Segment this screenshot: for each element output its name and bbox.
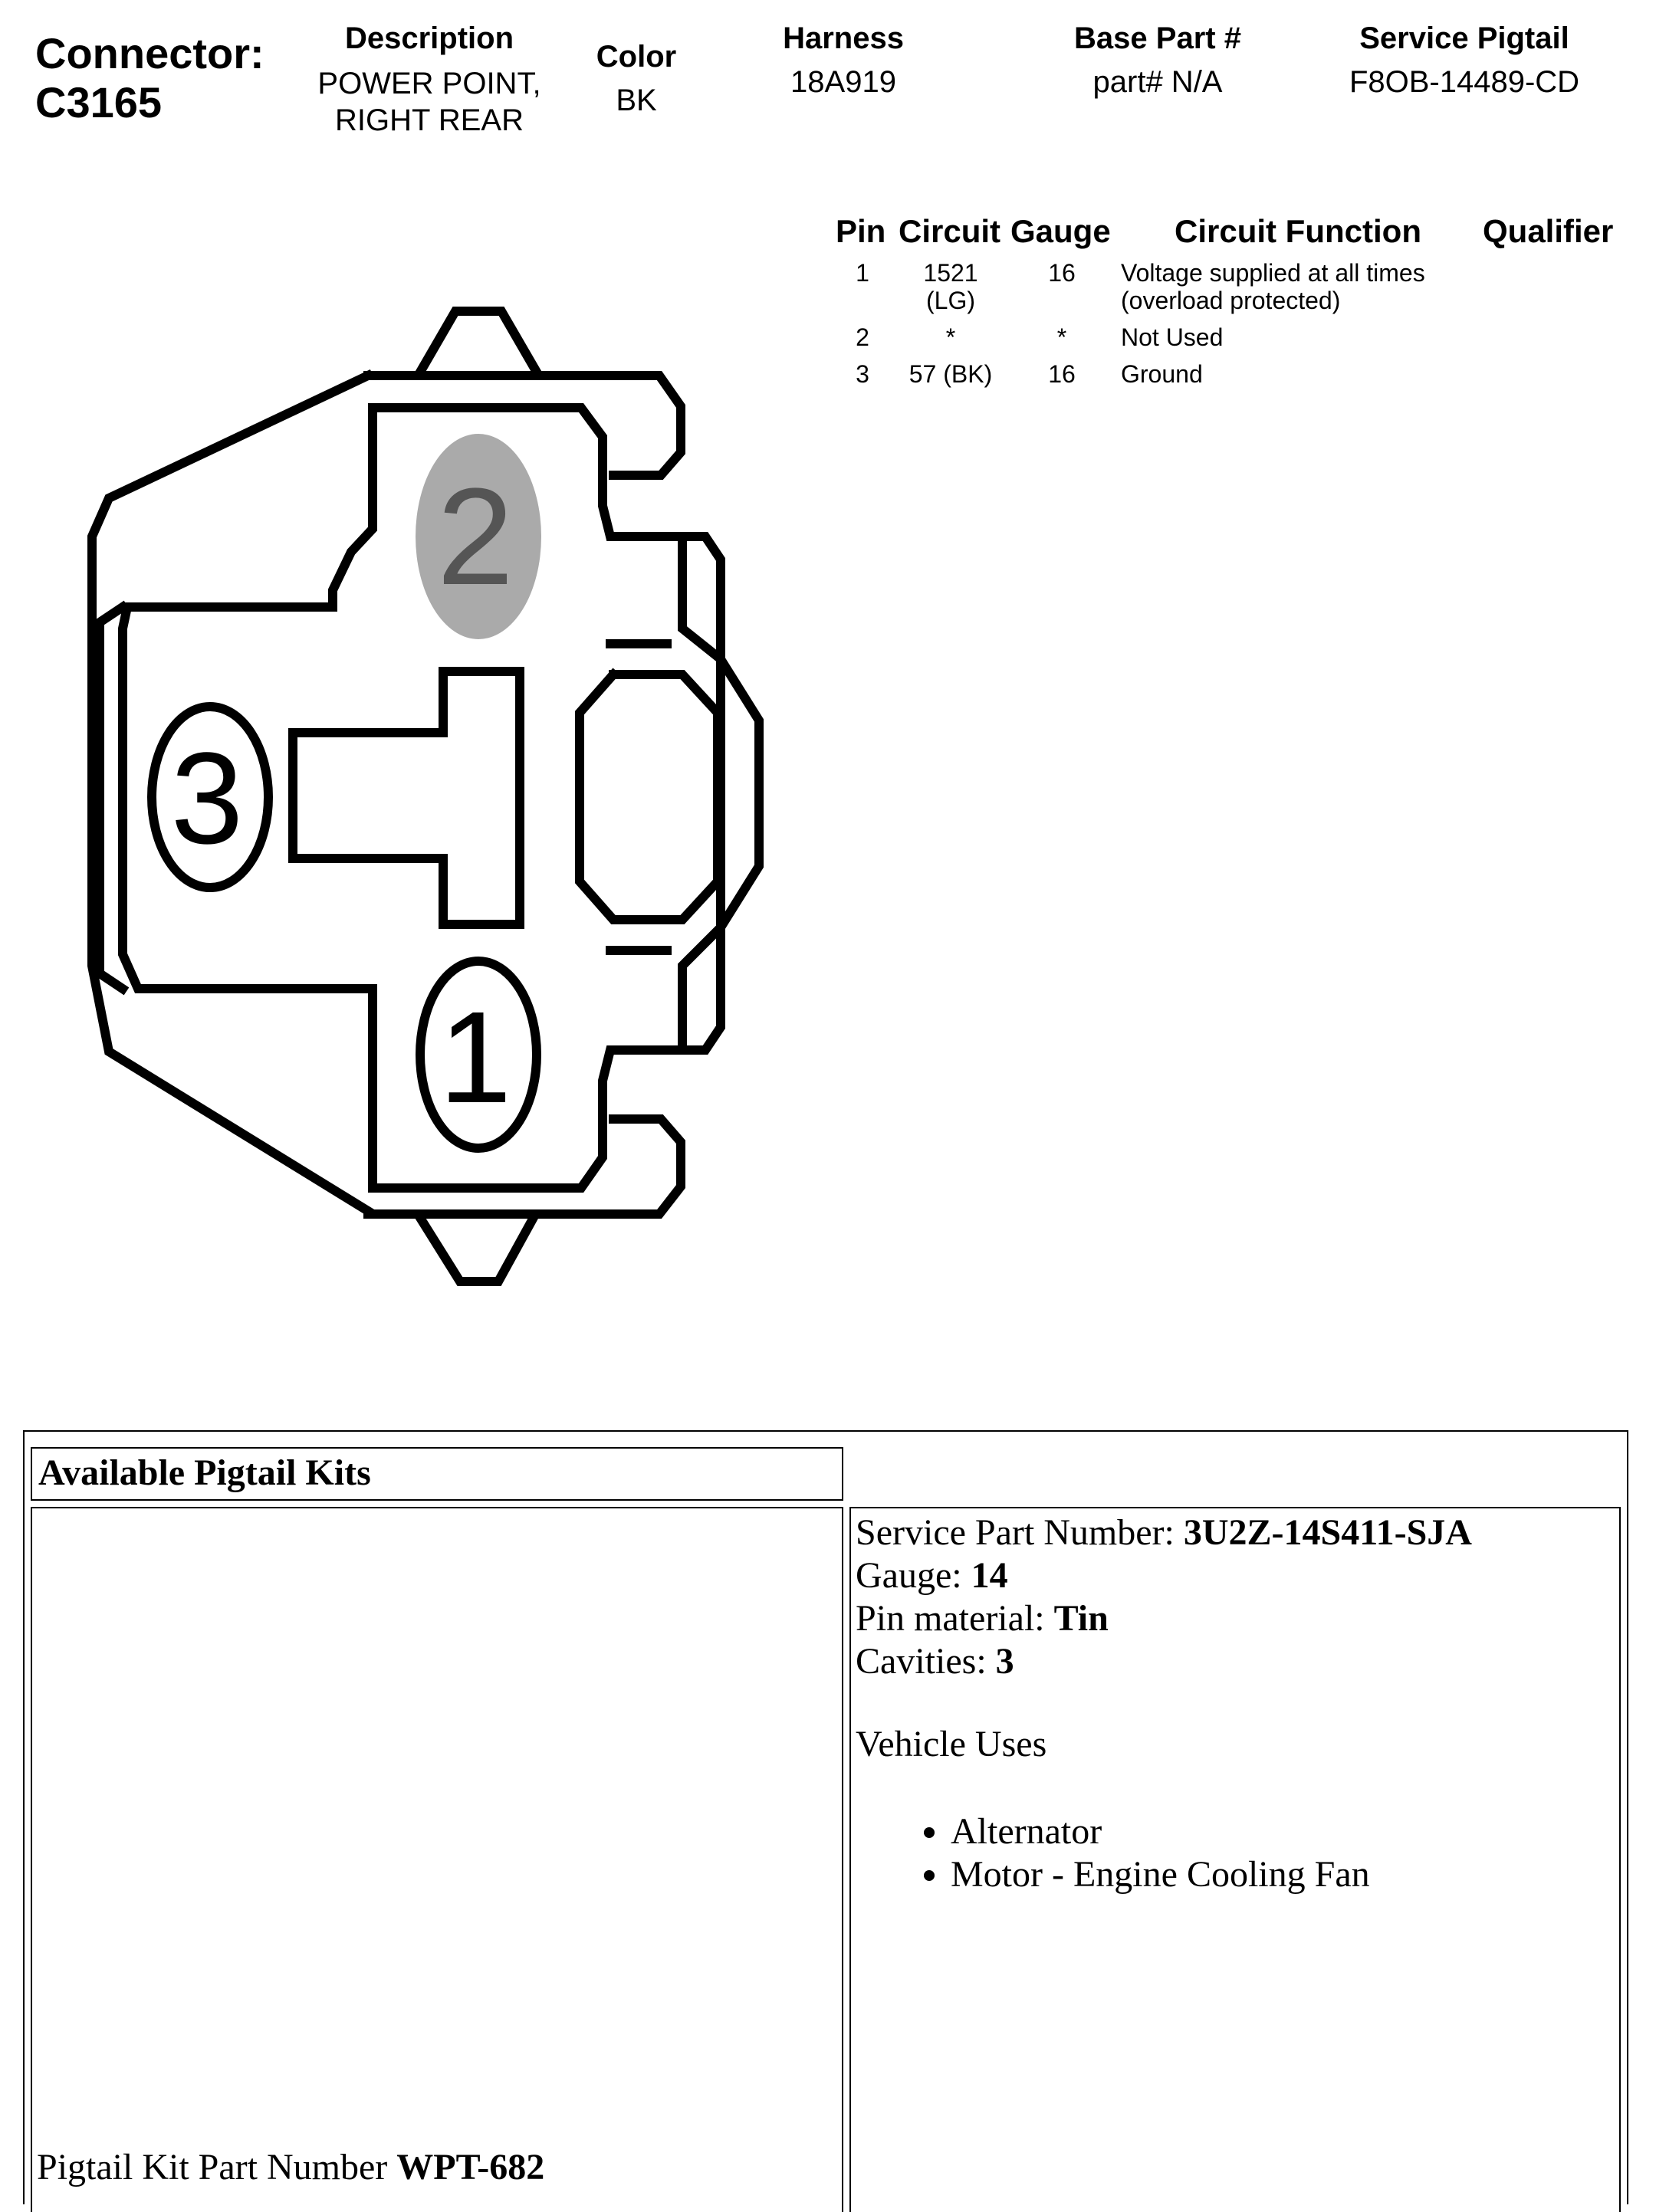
harness-label: Harness	[783, 21, 904, 55]
row1-function	[1121, 259, 1425, 314]
row1-function-line1: Voltage supplied at all times	[1121, 259, 1425, 287]
row2-circuit: *	[945, 323, 956, 351]
service-part-value: 3U2Z-14S411-SJA	[1183, 1512, 1472, 1553]
col-header-circuit: Circuit	[899, 213, 1001, 249]
gauge-label: Gauge:	[856, 1555, 971, 1596]
outer-housing-top-edge	[368, 376, 681, 475]
right-center-block	[580, 674, 718, 920]
pin-2-label: 2	[436, 460, 514, 614]
base-part-label: Base Part #	[1074, 21, 1241, 55]
description-value-line2: RIGHT REAR	[335, 103, 524, 137]
gauge-line	[856, 1554, 1615, 1597]
harness-value: 18A919	[790, 65, 896, 99]
base-part-value: part# N/A	[1092, 65, 1223, 99]
connector-face-diagram	[0, 0, 843, 1318]
pigtail-kit-cell	[31, 1507, 843, 2212]
kit-part-number	[37, 2146, 544, 2189]
color-label: Color	[596, 40, 677, 74]
row2-pin: 2	[856, 323, 869, 351]
col-header-qualifier: Qualifier	[1483, 213, 1614, 249]
col-header-pin: Pin	[836, 213, 886, 249]
row3-pin: 3	[856, 360, 869, 388]
row3-gauge: 16	[1048, 360, 1076, 388]
vehicle-uses-list	[856, 1810, 1615, 1896]
row1-circuit-line2: (LG)	[926, 287, 975, 314]
pin-material-value: Tin	[1053, 1598, 1109, 1639]
pigtail-heading-cell	[31, 1447, 843, 1501]
row1-gauge: 16	[1048, 259, 1076, 287]
kit-part-value: WPT-682	[396, 2147, 545, 2187]
list-item: • Alternator	[951, 1810, 1615, 1853]
pin-3-label: 3	[170, 726, 244, 871]
inner-frame-left	[123, 408, 373, 989]
row2-gauge: *	[1056, 323, 1067, 351]
pigtail-details-cell	[849, 1507, 1621, 2212]
cavities-label: Cavities:	[856, 1641, 996, 1682]
base-part-column	[1027, 21, 1288, 100]
row1-pin: 1	[856, 259, 869, 287]
center-key	[293, 671, 520, 924]
service-part-label: Service Part Number:	[856, 1512, 1184, 1553]
row1-circuit-line1: 1521	[923, 259, 978, 287]
service-pigtail-label: Service Pigtail	[1359, 21, 1569, 55]
col-header-gauge: Gauge	[1010, 213, 1111, 249]
connector-id: C3165	[35, 78, 163, 126]
cavities-value: 3	[995, 1641, 1014, 1682]
description-label: Description	[344, 21, 514, 55]
pin-material-label: Pin material:	[856, 1598, 1054, 1639]
row3-function: Ground	[1121, 360, 1203, 388]
row1-function-line2: (overload protected)	[1121, 287, 1341, 314]
outer-housing-bottom-edge	[368, 1119, 681, 1214]
pin-1-label: 1	[439, 985, 512, 1131]
top-latch	[422, 311, 535, 369]
connector-label: Connector:	[35, 29, 264, 77]
pin-material-line	[856, 1597, 1615, 1640]
row1-circuit	[897, 259, 1004, 314]
cavities-line	[856, 1640, 1615, 1683]
vehicle-uses-label: Vehicle Uses	[856, 1724, 1047, 1764]
list-item: • Motor - Engine Cooling Fan	[951, 1853, 1615, 1896]
bottom-latch	[422, 1220, 532, 1282]
gauge-value: 14	[971, 1555, 1008, 1596]
color-value: BK	[616, 84, 657, 117]
row3-circuit: 57 (BK)	[909, 360, 993, 388]
pigtail-heading: Available Pigtail Kits	[38, 1452, 371, 1493]
kit-part-label: Pigtail Kit Part Number	[37, 2147, 397, 2187]
service-part-line	[856, 1511, 1615, 1554]
service-pigtail-column	[1303, 21, 1625, 100]
description-value-line1: POWER POINT,	[317, 67, 541, 100]
service-pigtail-value: F8OB-14489-CD	[1349, 65, 1580, 99]
row2-function: Not Used	[1121, 323, 1224, 351]
col-header-circuit-function: Circuit Function	[1175, 213, 1421, 249]
